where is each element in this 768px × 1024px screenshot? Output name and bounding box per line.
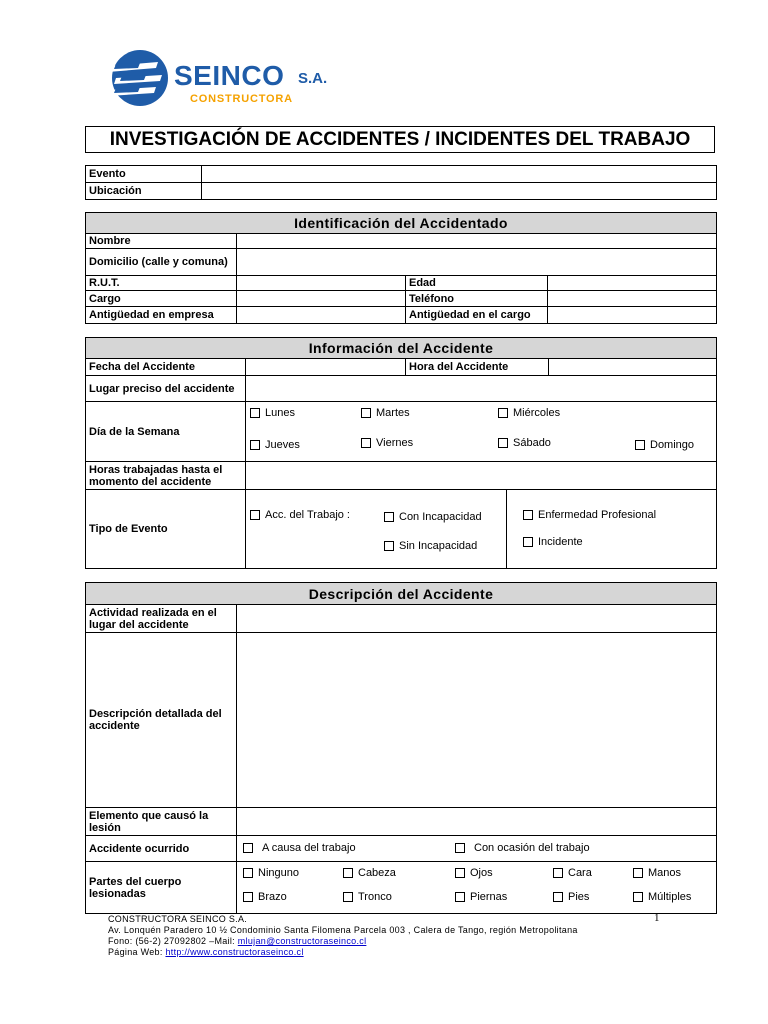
part-multiples[interactable]: Múltiples: [633, 891, 691, 903]
domicilio-label: Domicilio (calle y comuna): [86, 249, 237, 276]
checkbox-icon: [243, 843, 253, 853]
con-ocasion-option[interactable]: Con ocasión del trabajo: [455, 842, 590, 854]
part-cabeza[interactable]: Cabeza: [343, 867, 396, 879]
rut-field[interactable]: [237, 276, 406, 291]
dia-label: Día de la Semana: [86, 402, 246, 462]
ubicacion-label: Ubicación: [86, 183, 202, 200]
part-tronco[interactable]: Tronco: [343, 891, 392, 903]
page-title-text: INVESTIGACIÓN DE ACCIDENTES / INCIDENTES DEL TRABAJO: [109, 129, 691, 150]
part-piernas[interactable]: Piernas: [455, 891, 507, 903]
company-logo: [106, 46, 346, 112]
logo-emblem-icon: [106, 46, 168, 110]
logo-suffix: S.A.: [298, 70, 328, 87]
incidente-option[interactable]: Incidente: [523, 536, 583, 548]
checkbox-icon: [498, 408, 508, 418]
day-domingo[interactable]: Domingo: [635, 439, 694, 451]
telefono-label: Teléfono: [406, 291, 548, 307]
nombre-field[interactable]: [237, 234, 717, 249]
footer-address: Av. Lonquén Paradero 10 ½ Condominio Santa Filomena Parcela 003 , Calera de Tango, región Metropolitana: [108, 925, 578, 935]
checkbox-icon: [343, 892, 353, 902]
checkbox-icon: [250, 408, 260, 418]
day-lunes[interactable]: Lunes: [250, 407, 295, 419]
nombre-label: Nombre: [86, 234, 237, 249]
rut-label: R.U.T.: [86, 276, 237, 291]
ocurrido-options: [237, 836, 717, 862]
checkbox-icon: [343, 868, 353, 878]
part-pies[interactable]: Pies: [553, 891, 589, 903]
horas-label: Horas trabajadas hasta el momento del accidente: [86, 462, 246, 490]
page-number: 1: [654, 912, 660, 924]
info-table: [85, 337, 717, 569]
part-cara[interactable]: Cara: [553, 867, 592, 879]
checkbox-icon: [250, 510, 260, 520]
ident-heading: Identificación del Accidentado: [86, 213, 717, 234]
checkbox-icon: [455, 843, 465, 853]
logo-subtitle: CONSTRUCTORA: [190, 93, 293, 105]
con-incapacidad-option[interactable]: Con Incapacidad: [384, 511, 482, 523]
footer-web-label: Página Web:: [108, 947, 166, 957]
ident-table: [85, 212, 717, 324]
checkbox-icon: [498, 438, 508, 448]
telefono-field[interactable]: [548, 291, 717, 307]
antig-cargo-label: Antigüedad en el cargo: [406, 307, 548, 324]
footer-contact: [108, 936, 578, 947]
checkbox-icon: [243, 892, 253, 902]
fecha-field[interactable]: [246, 359, 406, 376]
footer-web-link[interactable]: http://www.constructoraseinco.cl: [165, 947, 304, 957]
checkbox-icon: [553, 868, 563, 878]
checkbox-icon: [243, 868, 253, 878]
acc-trabajo-option[interactable]: Acc. del Trabajo :: [250, 509, 350, 521]
edad-field[interactable]: [548, 276, 717, 291]
cargo-field[interactable]: [237, 291, 406, 307]
checkbox-icon: [455, 868, 465, 878]
day-miercoles[interactable]: Miércoles: [498, 407, 560, 419]
checkbox-icon: [455, 892, 465, 902]
antig-cargo-field[interactable]: [548, 307, 717, 324]
actividad-field[interactable]: [237, 605, 717, 633]
event-table: [85, 165, 717, 200]
hora-label: Hora del Accidente: [406, 359, 549, 376]
part-brazo[interactable]: Brazo: [243, 891, 287, 903]
edad-label: Edad: [406, 276, 548, 291]
checkbox-icon: [633, 868, 643, 878]
checkbox-icon: [633, 892, 643, 902]
fecha-label: Fecha del Accidente: [86, 359, 246, 376]
footer-mail-link[interactable]: mlujan@constructoraseinco.cl: [237, 936, 367, 946]
day-martes[interactable]: Martes: [361, 407, 410, 419]
page-title: [85, 126, 715, 153]
footer-web: [108, 947, 578, 958]
detallada-field[interactable]: [237, 633, 717, 808]
partes-label: Partes del cuerpo lesionadas: [86, 862, 237, 914]
horas-field[interactable]: [246, 462, 717, 490]
sin-incapacidad-option[interactable]: Sin Incapacidad: [384, 540, 477, 552]
day-jueves[interactable]: Jueves: [250, 439, 300, 451]
logo-name: SEINCO: [174, 60, 285, 91]
checkbox-icon: [523, 510, 533, 520]
desc-heading: Descripción del Accidente: [86, 583, 717, 605]
checkbox-icon: [553, 892, 563, 902]
lugar-field[interactable]: [246, 376, 717, 402]
hora-field[interactable]: [549, 359, 717, 376]
lugar-label: Lugar preciso del accidente: [86, 376, 246, 402]
footer-fono: Fono: (56-2) 27092802 –Mail:: [108, 936, 238, 946]
cargo-label: Cargo: [86, 291, 237, 307]
checkbox-icon: [361, 408, 371, 418]
dia-options: [246, 402, 717, 462]
actividad-label: Actividad realizada en el lugar del accidente: [86, 605, 237, 633]
ubicacion-field[interactable]: [202, 183, 717, 200]
partes-options: [237, 862, 717, 914]
part-ninguno[interactable]: Ninguno: [243, 867, 299, 879]
domicilio-field[interactable]: [237, 249, 717, 276]
elemento-field[interactable]: [237, 808, 717, 836]
checkbox-icon: [361, 438, 371, 448]
day-viernes[interactable]: Viernes: [361, 437, 413, 449]
evento-field[interactable]: [202, 166, 717, 183]
checkbox-icon: [250, 440, 260, 450]
info-heading: Información del Accidente: [86, 338, 717, 359]
checkbox-icon: [635, 440, 645, 450]
antig-empresa-field[interactable]: [237, 307, 406, 324]
tipo-label: Tipo de Evento: [86, 490, 246, 569]
checkbox-icon: [384, 512, 394, 522]
tipo-options-otros: [507, 490, 717, 569]
checkbox-icon: [523, 537, 533, 547]
part-ojos[interactable]: Ojos: [455, 867, 493, 879]
elemento-label: Elemento que causó la lesión: [86, 808, 237, 836]
ocurrido-label: Accidente ocurrido: [86, 836, 237, 862]
evento-label: Evento: [86, 166, 202, 183]
checkbox-icon: [384, 541, 394, 551]
day-sabado[interactable]: Sábado: [498, 437, 551, 449]
enfermedad-option[interactable]: Enfermedad Profesional: [523, 509, 656, 521]
detallada-label: Descripción detallada del accidente: [86, 633, 237, 808]
a-causa-option[interactable]: A causa del trabajo: [243, 842, 356, 854]
antig-empresa-label: Antigüedad en empresa: [86, 307, 237, 324]
part-manos[interactable]: Manos: [633, 867, 681, 879]
page-footer: [108, 914, 578, 958]
desc-table: [85, 582, 717, 914]
tipo-options-trabajo: [246, 490, 507, 569]
footer-company: CONSTRUCTORA SEINCO S.A.: [108, 914, 248, 924]
